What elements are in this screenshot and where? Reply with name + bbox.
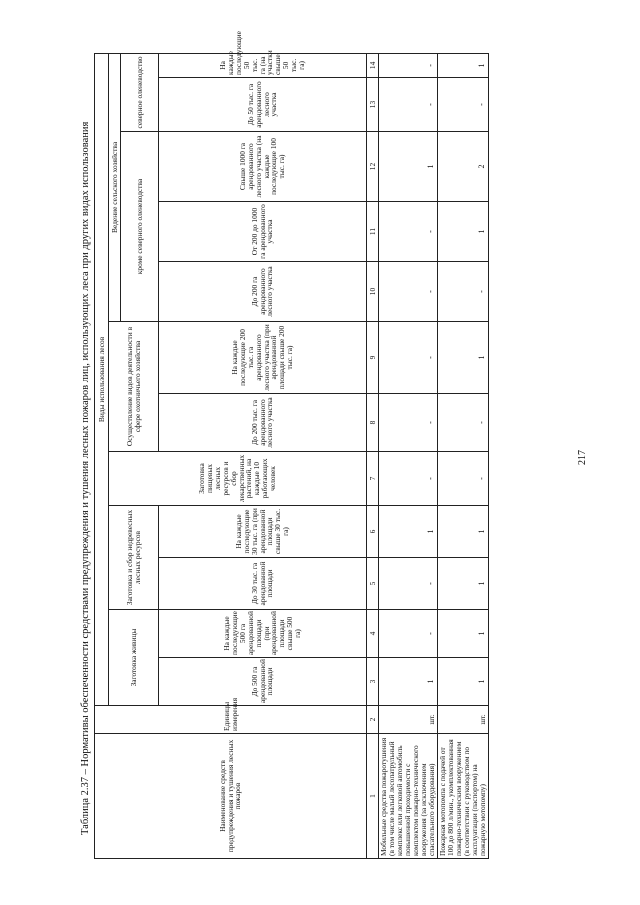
row-value: - [379, 452, 438, 506]
col-num: 8 [367, 394, 379, 452]
col-num: 2 [367, 706, 379, 734]
header-agri-reindeer: северное оленеводство [121, 53, 159, 131]
header-agri-except-reindeer: кроме северного оленеводства [121, 132, 159, 322]
row-value: 1 [379, 658, 438, 706]
row-value: - [437, 394, 488, 452]
header-hunting: Осуществление видов деятельности в сфере охотничьего хозяйства [109, 322, 159, 452]
header-c12: Свыше 1000 га арендованного лесного участка (на каждые последующие 100 тыс. га) [159, 132, 367, 202]
header-agriculture: Ведение сельского хозяйства [109, 53, 121, 321]
col-num: 14 [367, 53, 379, 77]
header-c9: На каждые последующие 200 тыс. га арендованного лесного участка (при арендованной площади свыше 200 тыс. га) [159, 322, 367, 394]
header-resin: Заготовка живицы [109, 610, 159, 706]
row-value: - [379, 322, 438, 394]
row-value: 1 [437, 610, 488, 658]
header-food: Заготовка пищевых лесных ресурсов и сбор лекарственных растений, на каждые 10 работающих человек [109, 452, 367, 506]
row-value: - [379, 558, 438, 610]
header-c3: До 500 га арендованной площади [159, 658, 367, 706]
row-value: - [379, 262, 438, 322]
header-c11: От 200 до 1000 га арендованного участка [159, 202, 367, 262]
row-value: 1 [437, 558, 488, 610]
row-name: Мобильные средства пожаротушения (в том числе малый лесопатрульный комплекс или легковой автомобиль повышенной проходимости с комплектом пожарно-технического вооружения (за исключением спасательного оборудования) [379, 734, 438, 859]
header-c8: До 200 тыс. га арендованного лесного участка [159, 394, 367, 452]
col-num: 10 [367, 262, 379, 322]
row-value: 1 [437, 322, 488, 394]
col-num: 3 [367, 658, 379, 706]
col-num: 4 [367, 610, 379, 658]
row-value: - [379, 53, 438, 77]
col-num: 6 [367, 506, 379, 558]
header-c5: До 30 тыс. га арендованной площади [159, 558, 367, 610]
row-value: - [379, 610, 438, 658]
table-caption: Таблица 2.37 – Нормативы обеспеченности средствами предупреждения и тушения лесных пожаров лиц, использующих леса при других видах использования [80, 121, 91, 835]
page-number: 217 [577, 450, 588, 465]
row-unit: шт. [379, 706, 438, 734]
header-c13: До 50 тыс. га арендованного лесного участка [159, 78, 367, 132]
row-value: - [437, 78, 488, 132]
row-value: - [379, 78, 438, 132]
header-c4: На каждые последующие 500 га арендованной площади (при арендованной площади свыше 500 га) [159, 610, 367, 658]
row-value: - [437, 452, 488, 506]
row-unit: шт. [437, 706, 488, 734]
row-value: 1 [437, 53, 488, 77]
row-value: 1 [379, 506, 438, 558]
header-c6: На каждые последующие 30 тыс. га (при арендованной площади свыше 30 тыс. га) [159, 506, 367, 558]
row-value: - [379, 394, 438, 452]
header-name: Наименование средств предупреждения и тушения лесных пожаров [95, 734, 367, 859]
row-value: - [379, 202, 438, 262]
row-name: Пожарная мотопомпа с подачей от 100 до 800 л/мин., укомплектованная пожарно-техническим вооружением (в соответствии с руководством по эксплуатации (паспортом) на пожарную мотопомпу) [437, 734, 488, 859]
row-value: 1 [437, 658, 488, 706]
row-value: 1 [437, 506, 488, 558]
row-value: - [437, 262, 488, 322]
row-value: 2 [437, 132, 488, 202]
row-value: 1 [437, 202, 488, 262]
header-unit: Единицы измерения [95, 706, 367, 734]
col-num: 12 [367, 132, 379, 202]
col-num: 11 [367, 202, 379, 262]
header-c14: На каждые последующие 50 тыс. га (на участки свыше 50 тыс. га) [159, 53, 367, 77]
header-c10: До 200 га арендованного лесного участка [159, 262, 367, 322]
col-num: 5 [367, 558, 379, 610]
col-num: 13 [367, 78, 379, 132]
col-num: 9 [367, 322, 379, 394]
header-nonwood: Заготовка и сбор недревесных лесных ресурсов [109, 506, 159, 610]
header-usage-types: Виды использования лесов [95, 53, 109, 705]
col-num: 7 [367, 452, 379, 506]
col-num: 1 [367, 734, 379, 859]
row-value: 1 [379, 132, 438, 202]
